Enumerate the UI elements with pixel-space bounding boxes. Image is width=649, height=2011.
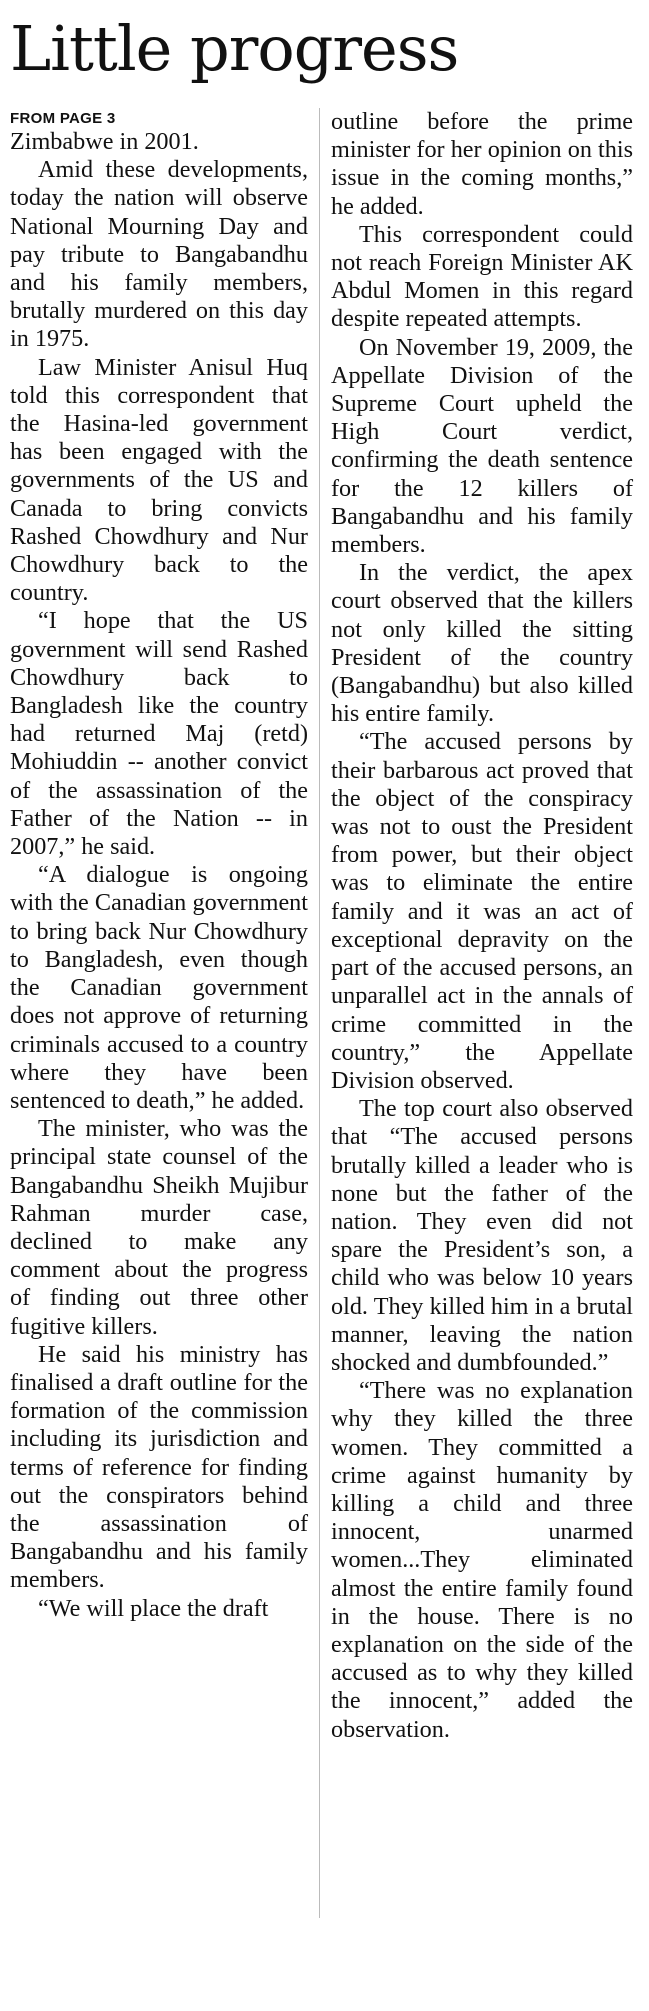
paragraph: Zimbabwe in 2001. — [10, 128, 199, 155]
paragraph: outline before the prime minister for her opinion on this issue in the coming months,” he added. — [331, 108, 633, 220]
column-divider — [319, 108, 320, 1918]
paragraph: “I hope that the US government will send Rashed Chowdhury back to Bangladesh like the country had returned Maj (retd) Mohiuddin -- another convict of the assassination of the Father of the Nation -- in 2007,” he said. — [10, 607, 308, 861]
paragraph: “The accused persons by their barbarous act proved that the object of the conspiracy was not to oust the President from power, but their object was to eliminate the entire family and it was an act of exceptional depravity on the part of the accused persons, an unparallel act in the annals of crime committed in the country,” the Appellate Division observed. — [331, 728, 633, 1094]
paragraph: This correspondent could not reach Foreign Minister AK Abdul Momen in this regard despite repeated attempts. — [331, 220, 633, 333]
paragraph: “There was no explanation why they killed the three women. They committed a crime against humanity by killing a child and three innocent, unarmed women...They eliminated almost the entire family found in the house. There is no explanation on the side of the accused as to why they killed the innocent,” added the observation. — [331, 1377, 633, 1743]
paragraph: On November 19, 2009, the Appellate Division of the Supreme Court upheld the High Court verdict, confirming the death sentence for the 12 killers of Bangabandhu and his family members. — [331, 333, 633, 559]
paragraph: The top court also observed that “The accused persons brutally killed a leader who is none but the father of the nation. They even did not spare the President’s son, a child who was below 10 years old. They killed him in a brutal manner, leaving the nation shocked and dumbfounded.” — [331, 1095, 633, 1376]
paragraph: The minister, who was the principal state counsel of the Bangabandhu Sheikh Mujibur Rahman murder case, declined to make any comment about the progress of finding out three other fugitive killers. — [10, 1115, 308, 1340]
headline: Little progress — [10, 12, 459, 85]
paragraph: Law Minister Anisul Huq told this correspondent that the Hasina-led government has been engaged with the governments of the US and Canada to bring convicts Rashed Chowdhury and Nur Chowdhury back to the country. — [10, 353, 308, 607]
continuation-kicker: FROM PAGE 3 — [10, 110, 116, 127]
paragraph: In the verdict, the apex court observed that the killers not only killed the sitting President of the country (Bangabandhu) but also killed his entire family. — [331, 559, 633, 728]
paragraph: He said his ministry has finalised a draft outline for the formation of the commission including its jurisdiction and terms of reference for finding out the conspirators behind the assassination of Bangabandhu and his family members. — [10, 1340, 308, 1594]
paragraph: “We will place the draft — [38, 1594, 269, 1622]
article-column-left — [10, 110, 308, 1623]
paragraph: “A dialogue is ongoing with the Canadian government to bring back Nur Chowdhury to Bangladesh, even though the Canadian government does not approve of returning criminals accused to a country where they have been sentenced to death,” he added. — [10, 861, 308, 1114]
paragraph: Amid these developments, today the nation will observe National Mourning Day and pay tribute to Bangabandhu and his family members, brutally murdered on this day in 1975. — [10, 156, 308, 353]
article-column-right — [331, 108, 633, 1744]
